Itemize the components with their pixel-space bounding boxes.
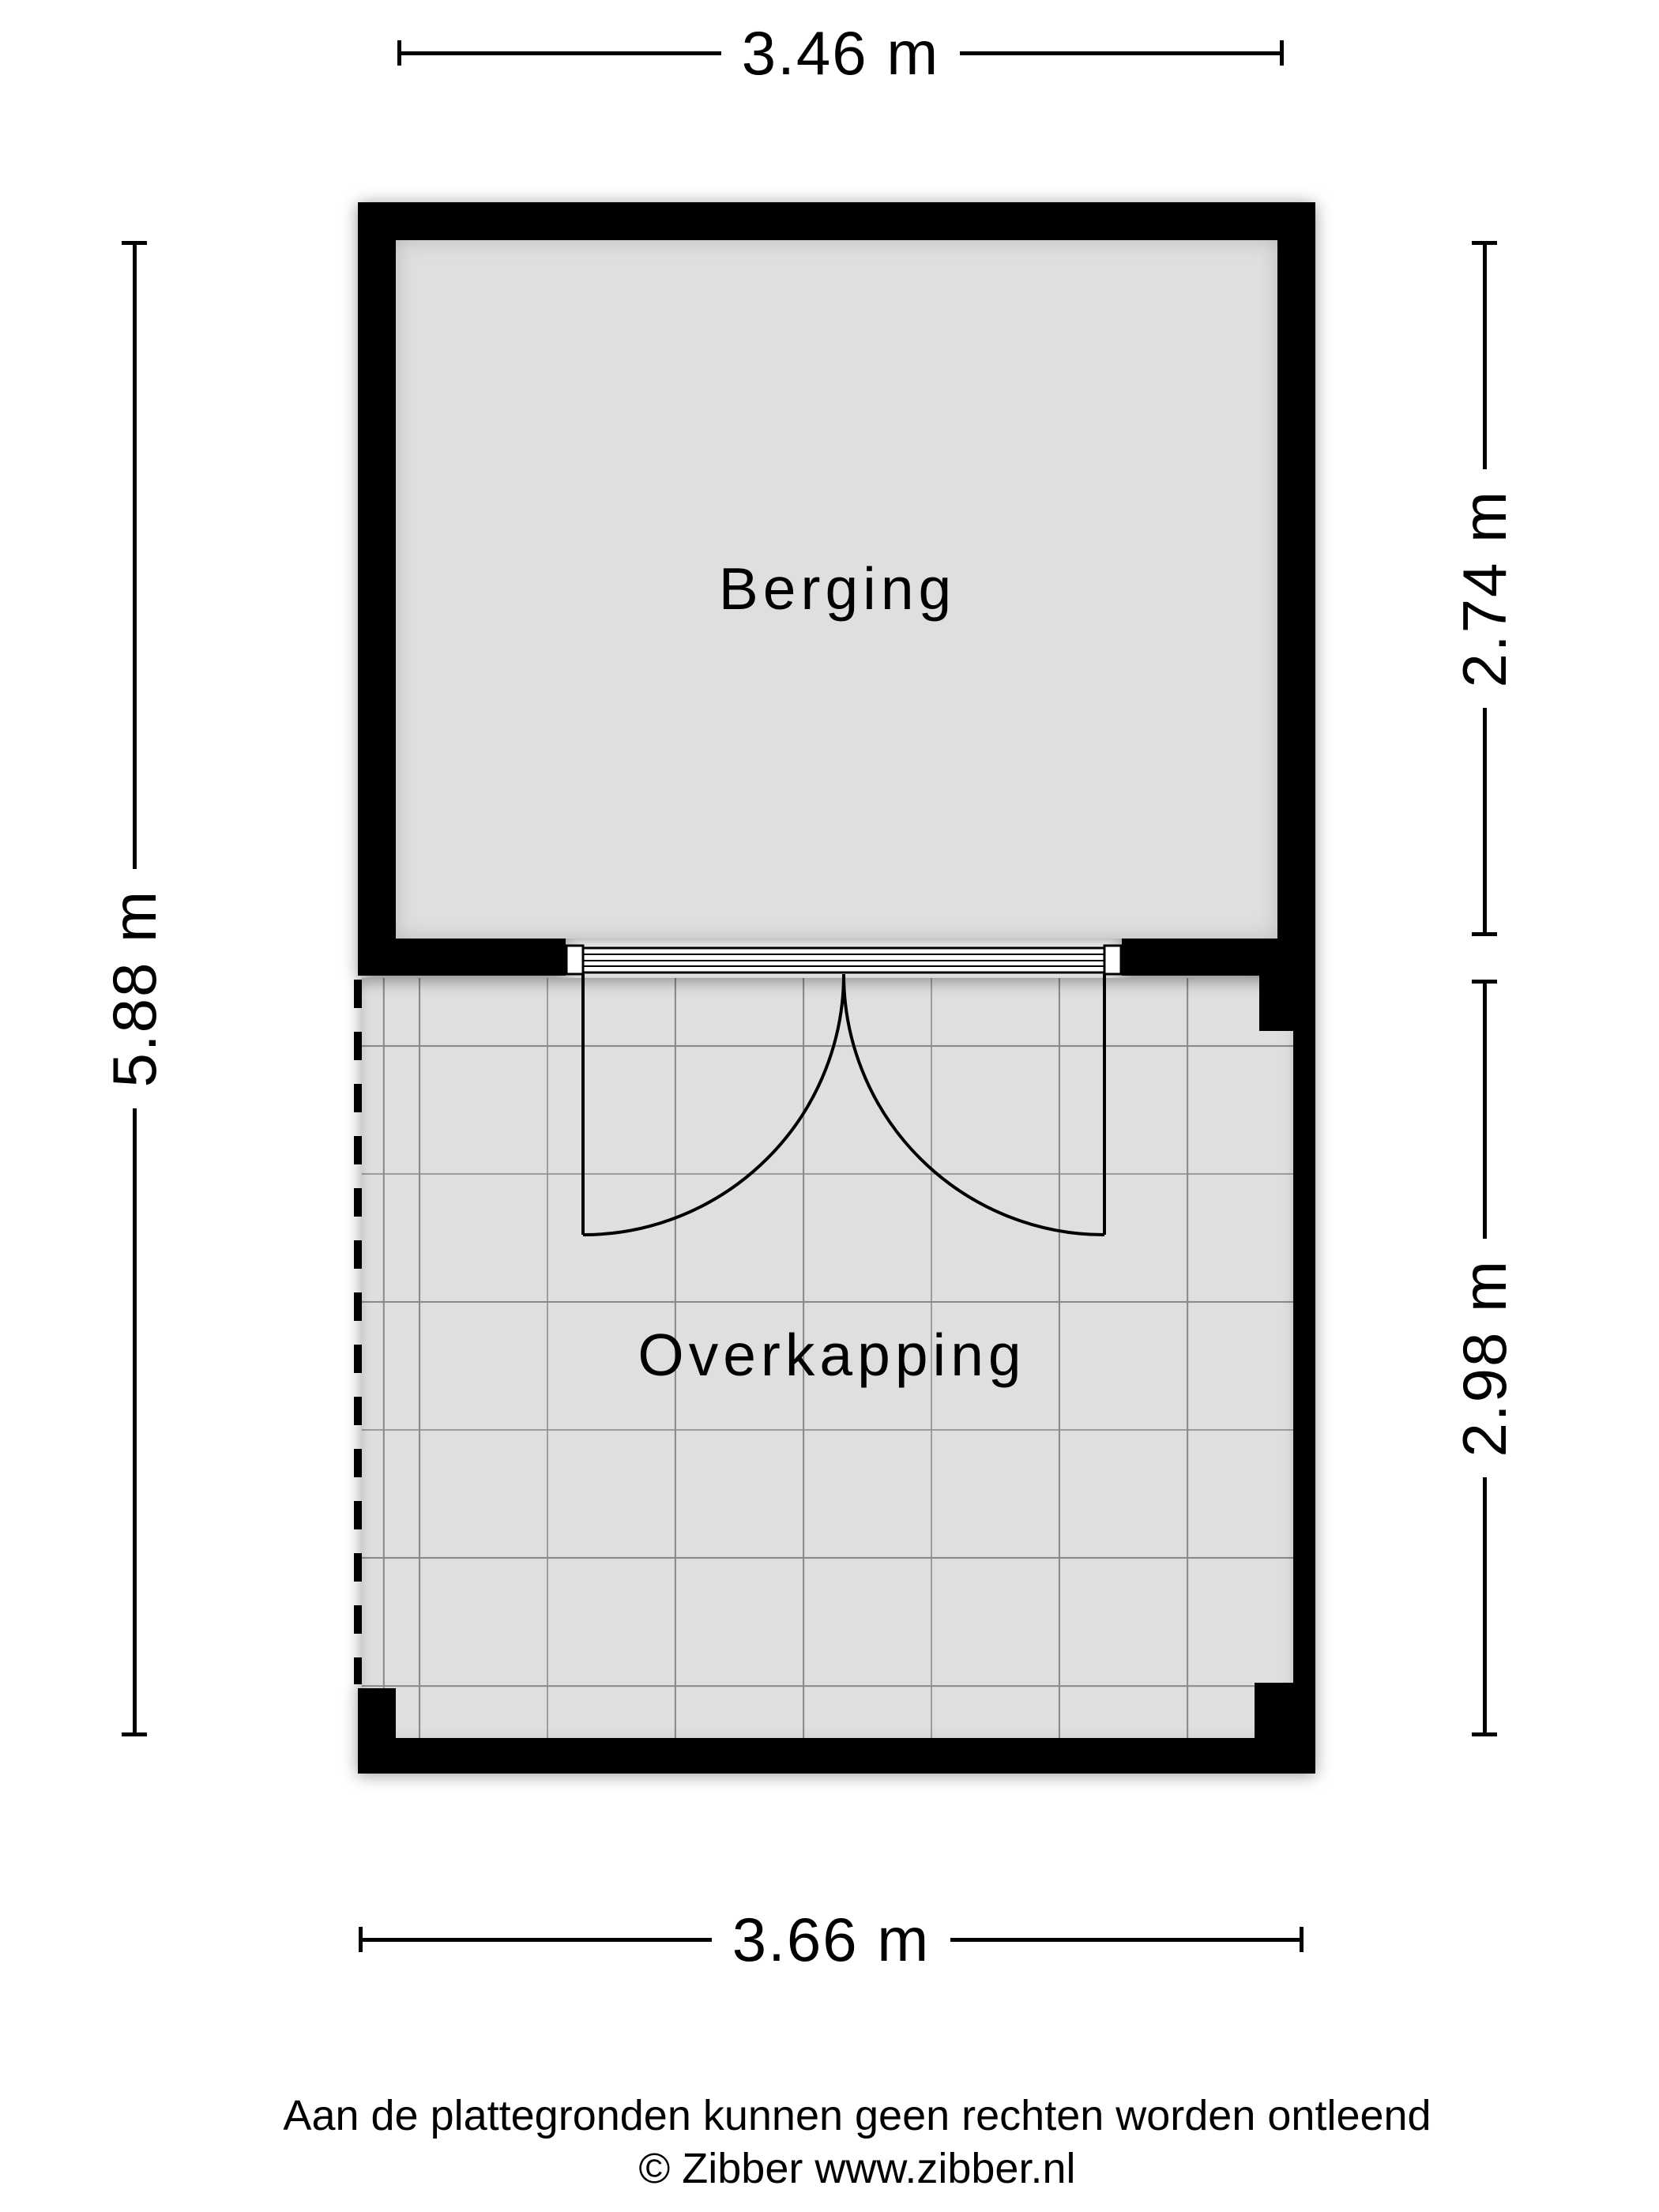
dimension-line [401,51,721,55]
dimension-value-left: 5.88 m [99,890,169,1088]
dimension-top [397,17,1284,88]
footer-disclaimer: Aan de plattegronden kunnen geen rechten worden ontleend [283,2092,1431,2139]
dimension-right-bottom [1449,980,1520,1736]
dimension-right-top [1449,241,1520,936]
dimension-tick [1300,1927,1304,1952]
dimension-line [133,245,137,869]
dimension-value-right-bottom: 2.98 m [1449,1258,1519,1458]
dimension-value-bottom: 3.66 m [732,1904,931,1974]
door-swing-arc-left [583,974,844,1235]
dimension-tick [122,1732,147,1736]
room-label-overkapping: Overkapping [638,1322,1026,1388]
dimension-line [133,1108,137,1732]
dimension-line [950,1938,1300,1942]
dimension-left [99,241,170,1736]
dimension-value-right-top: 2.74 m [1449,489,1519,688]
dimension-line [1483,1477,1487,1732]
dimension-value-top: 3.46 m [741,17,940,88]
footer-credit: © Zibber www.zibber.nl [638,2145,1076,2192]
dimension-tick [1472,1732,1497,1736]
door-post-left [566,946,583,974]
dimension-tick [1472,932,1497,936]
dimension-bottom [359,1904,1304,1975]
footer [28,2090,1659,2195]
dimension-tick [1280,40,1284,66]
dimension-line [1483,708,1487,932]
dimension-line [1483,984,1487,1239]
dimension-line [960,51,1280,55]
dimension-line [363,1938,712,1942]
dimension-line [1483,245,1487,469]
door-swing-arc-right [844,974,1104,1235]
room-label-berging: Berging [718,555,957,622]
door-post-right [1104,946,1121,974]
